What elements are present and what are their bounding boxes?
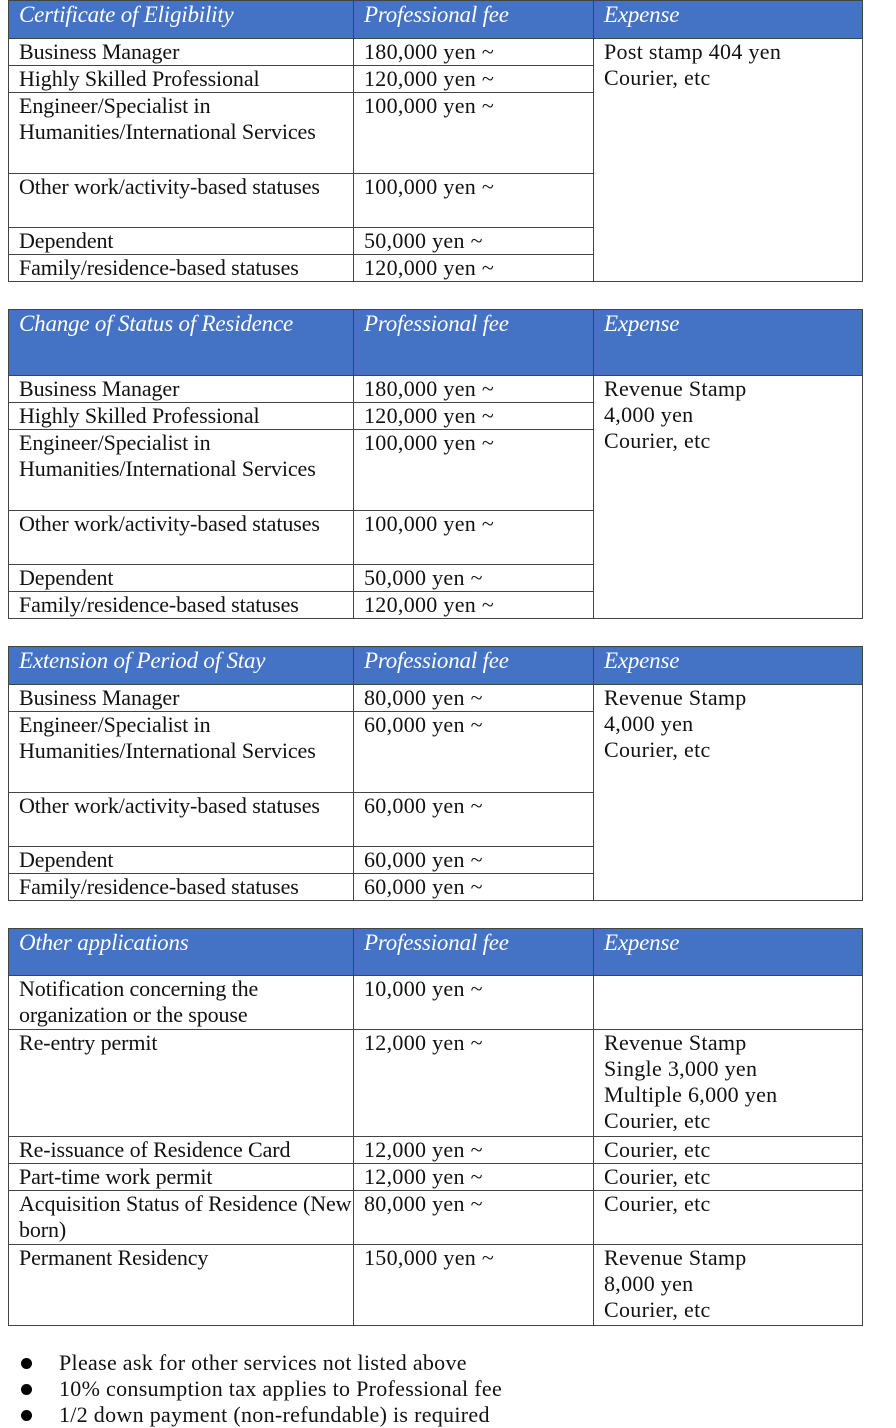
table-row-fee: 180,000 yen ~ bbox=[354, 376, 594, 403]
table-row-fee: 100,000 yen ~ bbox=[354, 511, 594, 565]
table-row-fee: 60,000 yen ~ bbox=[354, 712, 594, 793]
table-row-category: Permanent Residency bbox=[9, 1245, 354, 1326]
expense-line: Revenue Stamp bbox=[604, 376, 747, 401]
table-row-category: Re-entry permit bbox=[9, 1030, 354, 1137]
expense-line: Courier, etc bbox=[604, 737, 711, 762]
note-text: Please ask for other services not listed above bbox=[59, 1350, 467, 1375]
table-row-fee: 60,000 yen ~ bbox=[354, 793, 594, 847]
coe-table bbox=[8, 0, 863, 282]
change-table bbox=[8, 309, 863, 619]
list-item bbox=[18, 1376, 502, 1402]
change-expense-cell bbox=[594, 376, 863, 619]
table-row-category: Business Manager bbox=[9, 685, 354, 712]
expense-line: Courier, etc bbox=[604, 1137, 711, 1162]
table-row-fee: 50,000 yen ~ bbox=[354, 228, 594, 255]
table-row-fee: 180,000 yen ~ bbox=[354, 39, 594, 66]
table-row-category: Part-time work permit bbox=[9, 1164, 354, 1191]
table-row-fee: 80,000 yen ~ bbox=[354, 685, 594, 712]
table-row-category: Dependent bbox=[9, 847, 354, 874]
other-table bbox=[8, 928, 863, 1326]
expense-line: 4,000 yen bbox=[604, 711, 694, 736]
expense-line: Courier, etc bbox=[604, 1191, 711, 1216]
table-row-category: Other work/activity-based statuses bbox=[9, 511, 354, 565]
table-row-category: Family/residence-based statuses bbox=[9, 592, 354, 619]
list-item bbox=[18, 1402, 502, 1428]
table-row-category: Engineer/Specialist in Humanities/International Services bbox=[9, 430, 354, 511]
table-row-category: Dependent bbox=[9, 565, 354, 592]
table-row-category: Highly Skilled Professional bbox=[9, 66, 354, 93]
table-row-fee: 150,000 yen ~ bbox=[354, 1245, 594, 1326]
table-row-category: Family/residence-based statuses bbox=[9, 255, 354, 282]
extension-table bbox=[8, 646, 863, 901]
table-row-fee: 10,000 yen ~ bbox=[354, 976, 594, 1030]
expense-line: Courier, etc bbox=[604, 1297, 711, 1322]
coe-header-expense: Expense bbox=[594, 1, 863, 39]
expense-line: Revenue Stamp bbox=[604, 685, 747, 710]
table-row-category: Re-issuance of Residence Card bbox=[9, 1137, 354, 1164]
other-header-fee: Professional fee bbox=[354, 929, 594, 976]
table-row-category: Dependent bbox=[9, 228, 354, 255]
table-row-fee: 100,000 yen ~ bbox=[354, 174, 594, 228]
table-row-fee: 12,000 yen ~ bbox=[354, 1137, 594, 1164]
coe-header-fee: Professional fee bbox=[354, 1, 594, 39]
table-row-expense bbox=[594, 1030, 863, 1137]
expense-line: 8,000 yen bbox=[604, 1271, 694, 1296]
table-row-category: Notification concerning the organization or the spouse bbox=[9, 976, 354, 1030]
table-row-expense bbox=[594, 1137, 863, 1164]
table-row-fee: 120,000 yen ~ bbox=[354, 255, 594, 282]
coe-expense-cell bbox=[594, 39, 863, 282]
change-header-category: Change of Status of Residence bbox=[9, 310, 354, 376]
table-row-expense bbox=[594, 1245, 863, 1326]
expense-line: Courier, etc bbox=[604, 65, 711, 90]
table-row-fee: 100,000 yen ~ bbox=[354, 430, 594, 511]
table-row-fee: 80,000 yen ~ bbox=[354, 1191, 594, 1245]
expense-line: Courier, etc bbox=[604, 428, 711, 453]
expense-line: Revenue Stamp bbox=[604, 1245, 747, 1270]
expense-line: Courier, etc bbox=[604, 1164, 711, 1189]
table-row-fee: 12,000 yen ~ bbox=[354, 1164, 594, 1191]
change-header-fee: Professional fee bbox=[354, 310, 594, 376]
expense-line: Single 3,000 yen bbox=[604, 1056, 758, 1081]
table-row-fee: 120,000 yen ~ bbox=[354, 592, 594, 619]
other-header-expense: Expense bbox=[594, 929, 863, 976]
bullet-icon bbox=[21, 1410, 32, 1421]
table-row-category: Highly Skilled Professional bbox=[9, 403, 354, 430]
extension-expense-cell bbox=[594, 685, 863, 901]
table-row-category: Engineer/Specialist in Humanities/International Services bbox=[9, 712, 354, 793]
table-row-category: Other work/activity-based statuses bbox=[9, 174, 354, 228]
table-row-category: Business Manager bbox=[9, 39, 354, 66]
expense-line: Multiple 6,000 yen bbox=[604, 1082, 778, 1107]
extension-header-category: Extension of Period of Stay bbox=[9, 647, 354, 685]
expense-line: Post stamp 404 yen bbox=[604, 39, 782, 64]
table-row-fee: 12,000 yen ~ bbox=[354, 1030, 594, 1137]
table-row-fee: 50,000 yen ~ bbox=[354, 565, 594, 592]
expense-line: Courier, etc bbox=[604, 1108, 711, 1133]
bullet-icon bbox=[21, 1358, 32, 1369]
table-row-category: Family/residence-based statuses bbox=[9, 874, 354, 901]
table-row-fee: 120,000 yen ~ bbox=[354, 66, 594, 93]
list-item bbox=[18, 1350, 502, 1376]
expense-line: Revenue Stamp bbox=[604, 1030, 747, 1055]
table-row-category: Business Manager bbox=[9, 376, 354, 403]
note-text: 1/2 down payment (non-refundable) is required bbox=[59, 1402, 490, 1427]
extension-header-expense: Expense bbox=[594, 647, 863, 685]
notes-list bbox=[18, 1350, 502, 1428]
table-row-fee: 60,000 yen ~ bbox=[354, 874, 594, 901]
expense-line: 4,000 yen bbox=[604, 402, 694, 427]
note-text: 10% consumption tax applies to Professional fee bbox=[59, 1376, 503, 1401]
table-row-fee: 100,000 yen ~ bbox=[354, 93, 594, 174]
other-header-category: Other applications bbox=[9, 929, 354, 976]
change-header-expense: Expense bbox=[594, 310, 863, 376]
table-row-category: Engineer/Specialist in Humanities/International Services bbox=[9, 93, 354, 174]
extension-header-fee: Professional fee bbox=[354, 647, 594, 685]
table-row-expense bbox=[594, 1164, 863, 1191]
bullet-icon bbox=[21, 1384, 32, 1395]
table-row-category: Acquisition Status of Residence (New born) bbox=[9, 1191, 354, 1245]
table-row-fee: 120,000 yen ~ bbox=[354, 403, 594, 430]
table-row-expense bbox=[594, 1191, 863, 1245]
coe-header-category: Certificate of Eligibility bbox=[9, 1, 354, 39]
table-row-category: Other work/activity-based statuses bbox=[9, 793, 354, 847]
table-row-expense bbox=[594, 976, 863, 1030]
table-row-fee: 60,000 yen ~ bbox=[354, 847, 594, 874]
